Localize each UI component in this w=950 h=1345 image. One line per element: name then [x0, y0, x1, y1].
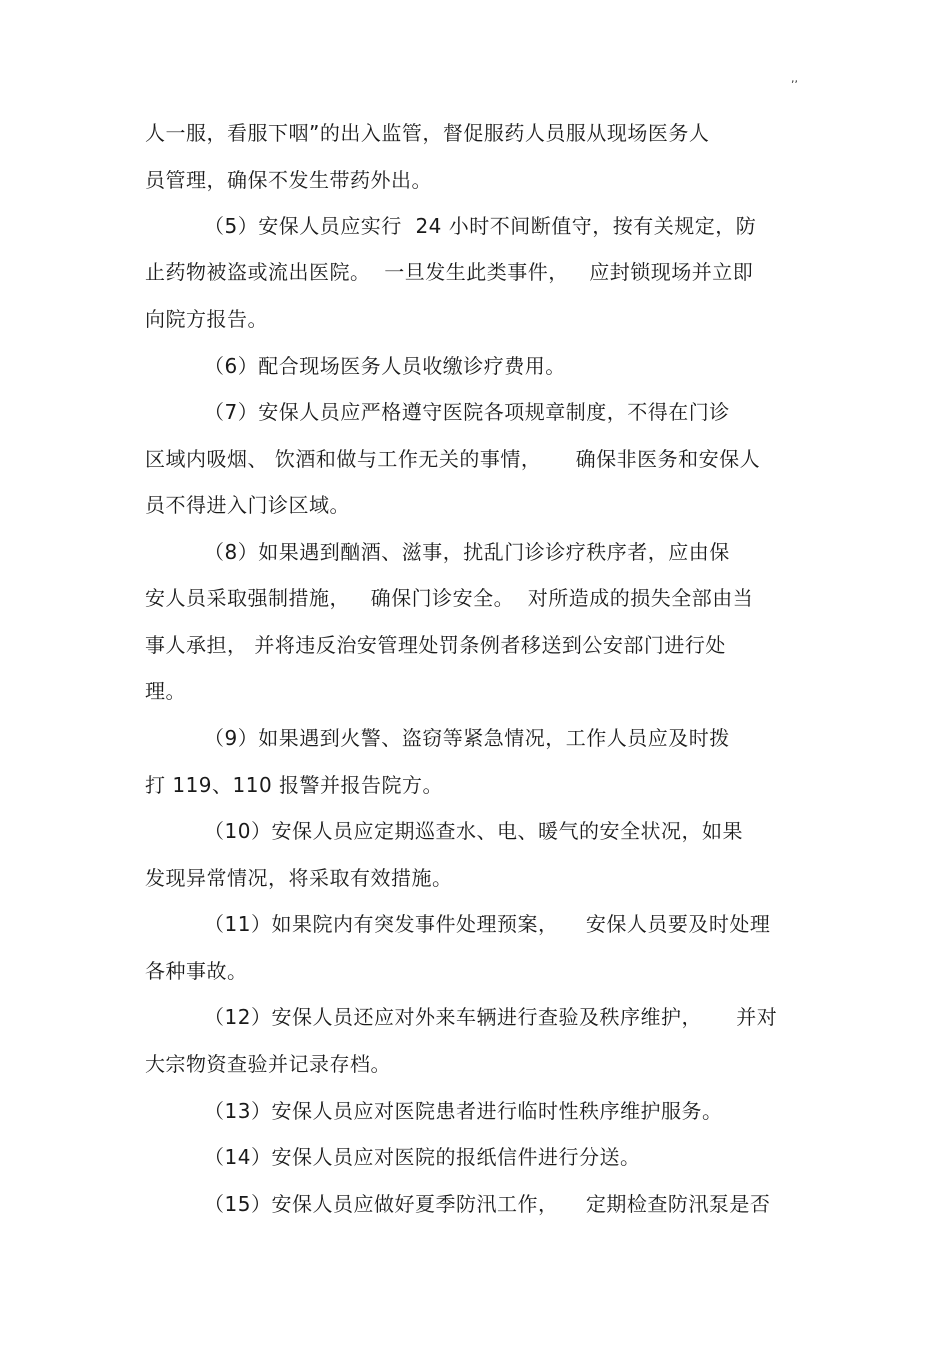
paragraph-5-line: （5）安保人员应实行 24 小时不间断值守，按有关规定，防	[204, 214, 757, 238]
text-line: 止药物被盗或流出医院。 一旦发生此类事件， 应封锁现场并立即	[145, 260, 754, 284]
paragraph-15-line: （15）安保人员应做好夏季防汛工作， 定期检查防汛泵是否	[204, 1192, 771, 1216]
text-line: 理。	[145, 679, 186, 703]
text-line: 员不得进入门诊区域。	[145, 493, 350, 517]
text-line: 打 119、110 报警并报告院方。	[145, 773, 444, 797]
paragraph-11-line: （11）如果院内有突发事件处理预案， 安保人员要及时处理	[204, 912, 771, 936]
paragraph-12-line: （12）安保人员还应对外来车辆进行查验及秩序维护， 并对	[204, 1005, 778, 1029]
text-line: 区域内吸烟、 饮酒和做与工作无关的事情， 确保非医务和安保人	[145, 447, 761, 471]
text-line: 事人承担， 并将违反治安管理处罚条例者移送到公安部门进行处	[145, 633, 726, 657]
text-line: 人一服，看服下咽”的出入监管，督促服药人员服从现场医务人	[145, 121, 710, 145]
paragraph-13-line: （13）安保人员应对医院患者进行临时性秩序维护服务。	[204, 1099, 723, 1123]
text-line: 安人员采取强制措施， 确保门诊安全。 对所造成的损失全部由当	[145, 586, 754, 610]
text-line: 向院方报告。	[145, 307, 268, 331]
paragraph-8-line: （8）如果遇到酗酒、滋事，扰乱门诊诊疗秩序者，应由保	[204, 540, 730, 564]
page-corner-mark: ,,	[791, 72, 798, 85]
text-line: 大宗物资查验并记录存档。	[145, 1052, 391, 1076]
paragraph-14-line: （14）安保人员应对医院的报纸信件进行分送。	[204, 1145, 641, 1169]
paragraph-10-line: （10）安保人员应定期巡查水、电、暖气的安全状况，如果	[204, 819, 743, 843]
paragraph-6-line: （6）配合现场医务人员收缴诊疗费用。	[204, 354, 566, 378]
text-line: 各种事故。	[145, 959, 248, 983]
paragraph-7-line: （7）安保人员应严格遵守医院各项规章制度，不得在门诊	[204, 400, 730, 424]
text-line: 员管理，确保不发生带药外出。	[145, 168, 432, 192]
paragraph-9-line: （9）如果遇到火警、盗窃等紧急情况，工作人员应及时拨	[204, 726, 730, 750]
text-line: 发现异常情况，将采取有效措施。	[145, 866, 453, 890]
